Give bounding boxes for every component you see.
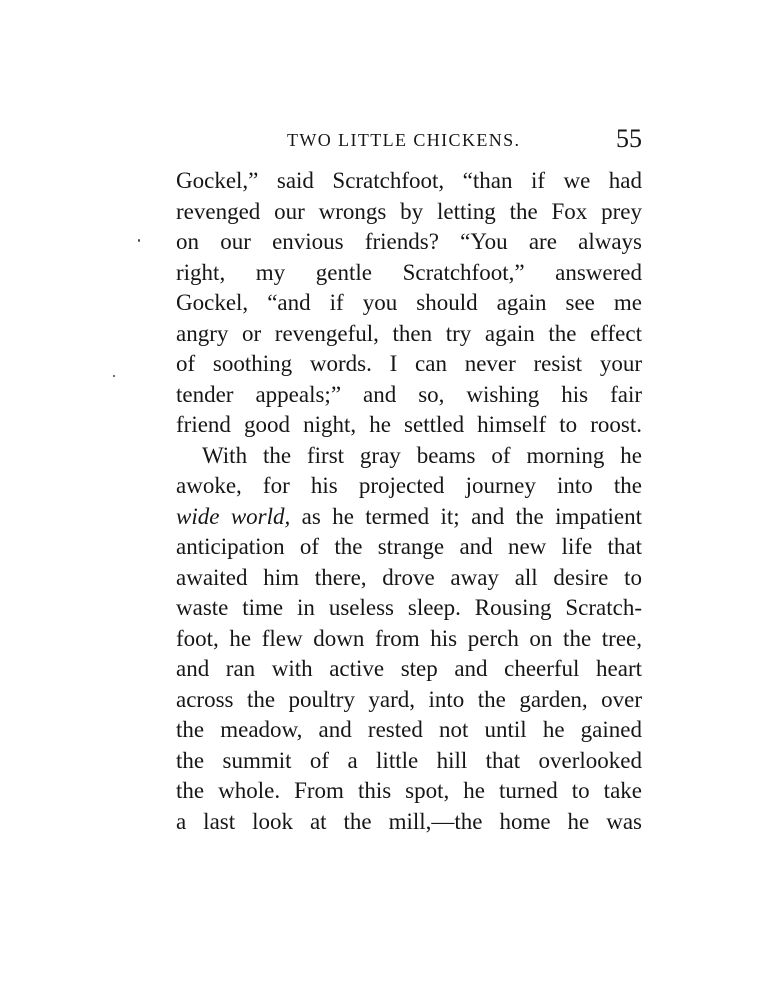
text-line: of soothing words. I can never resist your (176, 351, 642, 376)
page-number: 55 (616, 124, 642, 153)
text-line: the whole. From this spot, he turned to take (176, 778, 642, 803)
running-title: TWO LITTLE CHICKENS. (287, 130, 521, 150)
text-line: Gockel,” said Scratchfoot, “than if we had (176, 168, 642, 193)
text-line: right, my gentle Scratchfoot,” answered (176, 259, 642, 285)
paragraph-first-line: With the first gray beams of morning he (202, 442, 642, 468)
text-line: anticipation of the strange and new life that (176, 534, 642, 559)
text-line: waste time in useless sleep. Rousing Scratch- (176, 595, 642, 620)
text-line: foot, he flew down from his perch on the tree, (176, 625, 642, 651)
running-head (176, 124, 642, 156)
text-line: awaited him there, drove away all desire to (176, 564, 642, 590)
text-line: and ran with active step and cheerful heart (176, 656, 642, 681)
text-line: revenged our wrongs by letting the Fox prey (176, 198, 642, 224)
italic-phrase: wide world, (176, 503, 291, 529)
text-line: the meadow, and rested not until he gained (176, 717, 642, 742)
body-text (176, 166, 642, 837)
text-line: angry or revengeful, then try again the effect (176, 320, 642, 346)
text-line: a last look at the mill,—the home he was (176, 808, 642, 834)
text-line: tender appeals;” and so, wishing his fair (176, 381, 642, 407)
text-line: friend good night, he settled himself to roost. (176, 412, 642, 437)
text-line-rest: as he termed it; and the impatient (301, 503, 643, 529)
paper-speck (138, 239, 140, 242)
paper-speck (113, 375, 115, 377)
text-line-with-italic (176, 502, 642, 533)
text-line: Gockel, “and if you should again see me (176, 290, 642, 315)
text-line: the summit of a little hill that overlooked (176, 747, 642, 773)
text-line: across the poultry yard, into the garden, over (176, 686, 642, 712)
text-line: awoke, for his projected journey into the (176, 473, 642, 498)
text-line: on our envious friends? “You are always (176, 229, 642, 254)
